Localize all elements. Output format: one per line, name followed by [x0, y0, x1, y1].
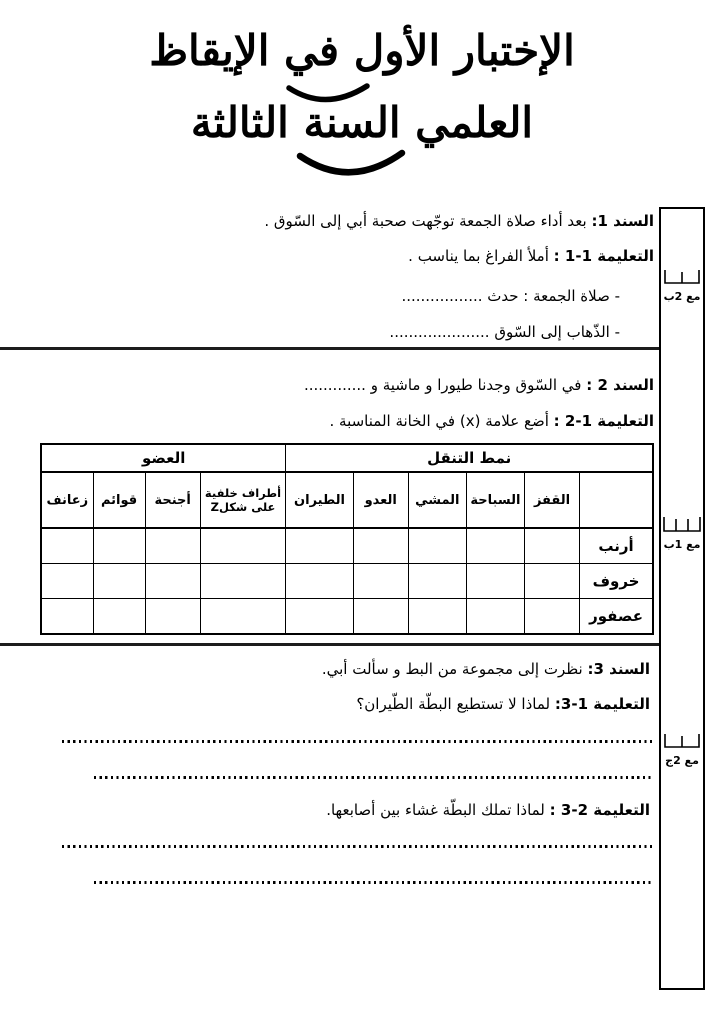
section3-support — [30, 660, 650, 679]
table-cell-empty[interactable] — [41, 564, 93, 599]
table-col-header: الطيران — [286, 472, 353, 528]
table-cell-empty[interactable] — [200, 564, 286, 599]
answer-line[interactable] — [62, 740, 652, 743]
table-cell-empty[interactable] — [408, 599, 466, 635]
table-cell-empty[interactable] — [466, 599, 524, 635]
section3-instruction2-label: التعليمة 2-3 : — [549, 801, 650, 819]
table-col-header: أجنحة — [145, 472, 200, 528]
table-cell-empty[interactable] — [408, 564, 466, 599]
answer-line[interactable] — [62, 845, 652, 848]
section-divider — [0, 347, 659, 350]
table-cell-empty[interactable] — [524, 528, 579, 564]
table-cell-empty[interactable] — [145, 528, 200, 564]
table-col-header: المشي — [408, 472, 466, 528]
table-cell-empty[interactable] — [353, 528, 408, 564]
table-col-header: أطراف خلفية على شكلZ — [200, 472, 286, 528]
animals-table — [40, 443, 654, 635]
section1-instruction — [30, 247, 654, 266]
section2-support-text: في السّوق وجدنا طيورا و ماشية و ............. — [303, 376, 582, 394]
table-row — [41, 528, 653, 564]
section1-support — [30, 212, 654, 231]
grading-strip — [659, 207, 705, 990]
answer-line[interactable] — [94, 881, 652, 884]
section1-blank-item[interactable]: - صلاة الجمعة : حدث ................. — [401, 287, 620, 305]
table-cell-empty[interactable] — [145, 599, 200, 635]
section2-instruction-text: أضع علامة (x) في الخانة المناسبة . — [329, 412, 549, 430]
grade-mark-label: مع 2ج — [665, 754, 699, 767]
section3-instruction2 — [30, 801, 650, 820]
section3-instruction1-label: التعليمة 1-3: — [554, 695, 650, 713]
table-cell-empty[interactable] — [200, 528, 286, 564]
table-col-header: السباحة — [466, 472, 524, 528]
table-cell-empty[interactable] — [93, 599, 145, 635]
section-divider — [0, 643, 659, 646]
section1-support-label: السند 1: — [591, 212, 654, 230]
score-bracket-icon — [664, 731, 700, 749]
table-cell-empty[interactable] — [145, 564, 200, 599]
table-cell-empty[interactable] — [286, 564, 353, 599]
table-cell-empty[interactable] — [200, 599, 286, 635]
animal-name-cell: خروف — [580, 564, 653, 599]
section3-instruction2-text: لماذا تملك البطّة غشاء بين أصابعها. — [326, 801, 545, 819]
section1-instruction-label: التعليمة 1-1 : — [553, 247, 654, 265]
table-cell-empty[interactable] — [93, 564, 145, 599]
table-row — [41, 564, 653, 599]
table-cell-empty[interactable] — [41, 599, 93, 635]
section3-instruction1-text: لماذا لا تستطيع البطّة الطّيران؟ — [356, 695, 551, 713]
table-cell-empty[interactable] — [93, 528, 145, 564]
grade-mark — [661, 267, 703, 303]
table-col-header: زعانف — [41, 472, 93, 528]
table-cell-empty[interactable] — [524, 599, 579, 635]
table-col-header: القفز — [524, 472, 579, 528]
table-col-header: قوائم — [93, 472, 145, 528]
section3-support-label: السند 3: — [587, 660, 650, 678]
score-bracket-icon — [664, 267, 700, 285]
table-cell-empty[interactable] — [466, 564, 524, 599]
table-row — [41, 599, 653, 635]
section2-instruction-label: التعليمة 1-2 : — [553, 412, 654, 430]
table-cell-empty[interactable] — [353, 599, 408, 635]
section3-support-text: نظرت إلى مجموعة من البط و سألت أبي. — [321, 660, 583, 678]
table-group-header-organ: العضو — [41, 444, 286, 472]
table-col-header: العدو — [353, 472, 408, 528]
exam-title-line2: العلمي السنة الثالثة — [190, 98, 534, 147]
grade-mark-label: مع 2ب — [663, 290, 701, 303]
table-group-header-movement: نمط التنقل — [286, 444, 653, 472]
grade-mark — [661, 731, 703, 767]
table-cell-empty[interactable] — [353, 564, 408, 599]
table-cell-empty[interactable] — [286, 599, 353, 635]
grade-mark — [661, 515, 703, 551]
table-cell-empty[interactable] — [41, 528, 93, 564]
animal-name-cell: عصفور — [580, 599, 653, 635]
section1-blank-item[interactable]: - الذّهاب إلى السّوق ..................... — [389, 323, 620, 341]
section2-support — [30, 376, 654, 395]
exam-title-line1: الإختبار الأول في الإيقاظ — [149, 26, 575, 75]
table-cell-empty[interactable] — [286, 528, 353, 564]
table-cell-empty[interactable] — [466, 528, 524, 564]
grade-mark-label: مع 1ب — [663, 538, 701, 551]
section2-support-label: السند 2 : — [586, 376, 654, 394]
section1-instruction-text: أملأ الفراغ بما يناسب . — [408, 247, 549, 265]
title-swash-icon — [296, 148, 406, 184]
score-bracket-icon — [663, 515, 701, 533]
section2-instruction — [30, 412, 654, 431]
answer-line[interactable] — [94, 776, 652, 779]
table-corner-cell — [580, 472, 653, 528]
table-cell-empty[interactable] — [408, 528, 466, 564]
table-cell-empty[interactable] — [524, 564, 579, 599]
section1-support-text: بعد أداء صلاة الجمعة توجّهت صحبة أبي إلى السّوق . — [264, 212, 587, 230]
section3-instruction1 — [30, 695, 650, 714]
animal-name-cell: أرنب — [580, 528, 653, 564]
